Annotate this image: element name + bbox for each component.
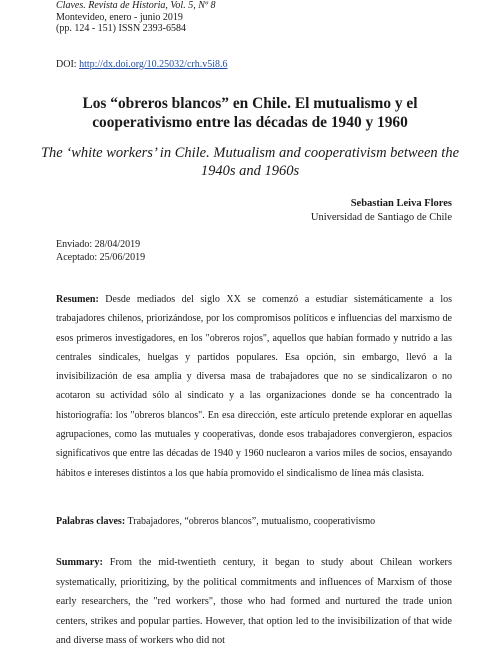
keywords-label: Palabras claves: [56, 516, 126, 527]
summary-english [56, 553, 452, 651]
author-affiliation: Universidad de Santiago de Chile [310, 212, 452, 223]
keywords-spanish [56, 515, 452, 529]
doi-label: DOI: [56, 59, 77, 70]
abstract-spanish [56, 290, 452, 483]
date-sent: Enviado: 28/04/2019 [56, 239, 141, 250]
title-english: The ‘white workers’ in Chile. Mutualism and cooperativism between the 1940s and 1960s [40, 145, 460, 179]
summary-text: From the mid-twentieth century, it began to study about Chilean workers systematically, prioritizing, by the political commitments and influences of Marxism of those early researchers, the "red workers", those who had formed and nurtured the trade union centers, strikes and popular parties. However, that option led to the invisibilization of that wide and diverse mass of workers who did not [56, 557, 452, 647]
doi-line [56, 59, 228, 70]
title-spanish: Los “obreros blancos” en Chile. El mutualismo y el cooperativismo entre las décadas de 1940 y 1960 [82, 95, 418, 131]
abstract-text: Desde mediados del siglo XX se comenzó a estudiar sistemáticamente a los trabajadores chilenos, priorizándose, por los compromisos políticos e influencias del marxismo de esos primeros investigadores, en los "obreros rojos", aquellos que habían formado y nutrido a las centrales sindicales, huelgas y partidos populares. Esa opción, sin embargo, llevó a la invisibilización de esa amplia y diversa masa de trabajadores que no se sindicalizaron o no acotaron su actividad sólo al sindicato y a las organizaciones donde se ha concentrado la historiografía: los "obreros blancos". En esa dirección, este artículo pretende explorar en aquellas agrupaciones, como las mutuales y cooperativas, donde esos trabajadores convergieron, espacios significativos que entre las décadas de 1940 y 1960 nuclearon a varios miles de socios, ensayando hábitos e intereses distintos a los que había promovido el sindicalismo de línea más clasista. [56, 294, 452, 479]
submission-dates [56, 238, 145, 264]
doi-link[interactable]: http://dx.doi.org/10.25032/crh.v5i8.6 [79, 59, 228, 70]
journal-name: Claves. Revista de Historia, Vol. 5, Nº 8 [56, 0, 216, 11]
journal-place-date: Montevideo, enero - junio 2019 [56, 11, 183, 23]
date-accepted: Aceptado: 25/06/2019 [56, 252, 146, 263]
keywords-text: Trabajadores, “obreros blancos”, mutualismo, cooperativismo [125, 516, 376, 527]
journal-header [56, 0, 215, 35]
author-name: Sebastian Leiva Flores [350, 198, 452, 209]
journal-pages-issn: (pp. 124 - 151) ISSN 2393-6584 [56, 23, 186, 34]
summary-label: Summary: [56, 557, 103, 568]
author-block [311, 197, 452, 225]
abstract-label: Resumen: [56, 294, 99, 305]
